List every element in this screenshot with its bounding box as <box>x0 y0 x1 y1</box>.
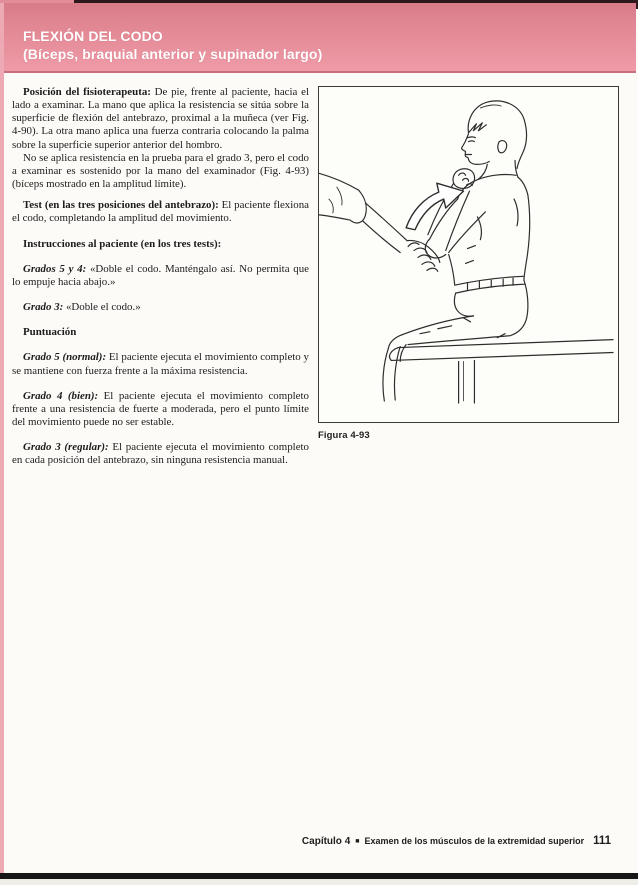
instruction-grades-5-4 <box>12 263 309 289</box>
section-header-band <box>4 3 636 73</box>
scoring-lead: Grado 4 (bien): <box>23 389 99 402</box>
left-edge-pink-strip <box>0 0 4 874</box>
patient-torso-drawing <box>449 175 530 336</box>
page-footer <box>302 831 611 849</box>
patient-flexed-arm-drawing <box>425 169 485 258</box>
instruction-text: «Doble el codo.» <box>63 301 141 314</box>
paragraph-text: El paciente flexiona el codo, completando la amplitud del movimiento. <box>12 199 309 225</box>
paragraph-text: No se aplica resistencia en la prueba para el grado 3, pero el codo a examinar es sostenido por la mano del examinador (Fig. 4-93) (bíceps mostrado en la amplitud límite). <box>12 151 309 191</box>
paragraph-lead: Test (en las tres posiciones del antebrazo): <box>23 199 219 212</box>
elbow-flexion-illustration <box>319 87 618 422</box>
paragraph-position <box>12 86 309 152</box>
scoring-grade-5 <box>12 351 309 377</box>
instruction-text: «Doble el codo. Manténgalo así. No permita que lo empuje hacia abajo.» <box>12 262 309 288</box>
instruction-grade-3 <box>12 301 309 314</box>
instruction-lead: Grado 3: <box>23 301 64 314</box>
scoring-text: El paciente ejecuta el movimiento completo frente a una resistencia de fuerte a moderada, pero el punto límite del movimiento puede no ser estable. <box>12 389 309 428</box>
scoring-lead: Grado 3 (regular): <box>23 441 109 454</box>
body-text-column <box>12 86 309 467</box>
flexion-direction-arrow <box>406 183 463 230</box>
instruction-lead: Grados 5 y 4: <box>23 262 87 275</box>
figure-caption: Figura 4-93 <box>318 430 370 441</box>
paragraph-test <box>12 199 309 225</box>
paragraph-grade3-note <box>12 152 309 191</box>
scoring-text: El paciente ejecuta el movimiento completo en cada posición del antebrazo, sin ninguna resistencia manual. <box>12 441 309 467</box>
scoring-heading: Puntuación <box>23 326 77 339</box>
paragraph-lead: Posición del fisioterapeuta: <box>23 86 151 98</box>
examiner-arm-drawing <box>319 173 440 271</box>
figure-4-93-box <box>318 86 619 423</box>
paragraph-text: De pie, frente al paciente, hacia el lado a examinar. La mano que aplica la resistencia se sitúa sobre la superficie de flexión del antebrazo, proximal a la muñeca (ver Fig. 4-90). La otra mano aplica una fuerza contraria colocando la palma sobre la superficie superior anterior del hombro. <box>12 86 309 151</box>
instructions-heading: Instrucciones al paciente (en los tres tests): <box>23 237 222 250</box>
footer-chapter: Capítulo 4 <box>301 836 351 847</box>
section-title-line2: (Bíceps, braquial anterior y supinador largo) <box>23 45 323 62</box>
table-drawing <box>390 340 614 403</box>
section-title <box>23 28 322 63</box>
footer-page-number: 111 <box>593 835 611 847</box>
footer-section-title: Examen de los músculos de la extremidad superior <box>364 836 585 846</box>
patient-head-drawing <box>462 101 527 179</box>
footer-bullet-icon: ■ <box>355 838 360 845</box>
section-title-line1: FLEXIÓN DEL CODO <box>23 28 163 44</box>
scoring-lead: Grado 5 (normal): <box>23 351 107 364</box>
bottom-edge-under <box>0 879 638 885</box>
scoring-grade-4 <box>12 390 309 429</box>
scoring-text: El paciente ejecuta el movimiento completo y se mantiene con fuerza frente a la máxima resistencia. <box>12 351 309 377</box>
scoring-grade-3 <box>12 441 309 467</box>
